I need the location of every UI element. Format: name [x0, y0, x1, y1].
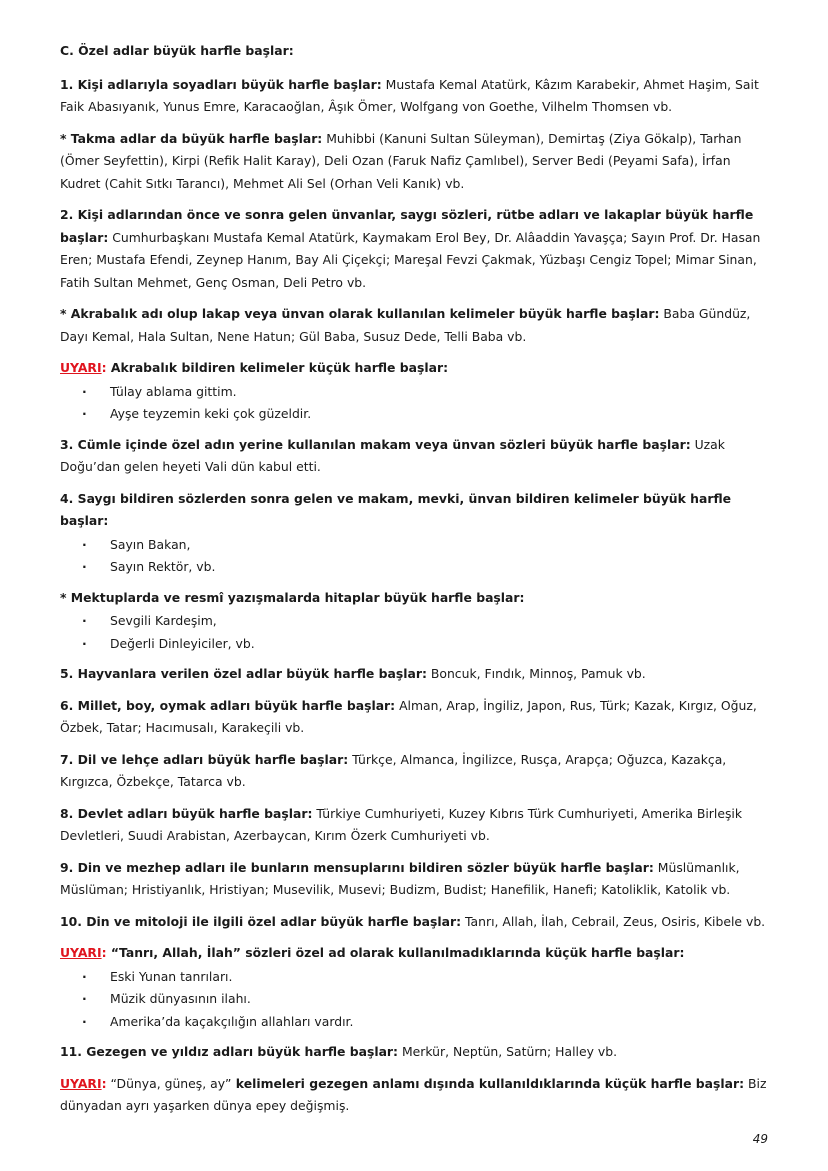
warning-lead: kelimeleri gezegen anlamı dışında kullanıldıklarında küçük harfle başlar:: [231, 1075, 745, 1091]
warning-quote: “Dünya, güneş, ay”: [106, 1075, 232, 1091]
rule-lead: 1. Kişi adlarıyla soyadları büyük harfle başlar:: [60, 76, 382, 92]
rule-1: [60, 74, 768, 119]
rule-lead: 2. Kişi adlarından önce ve sonra gelen ünvanlar, saygı sözleri, rütbe adları ve lakaplar büyük harfle başlar:: [60, 207, 754, 245]
list-item: · Değerli Dinleyiciler, vb.: [60, 633, 768, 656]
warning-example: Biz dünyadan ayrı yaşarken dünya epey değişmiş.: [60, 1075, 767, 1113]
rule-lead: * Akrabalık adı olup lakap veya ünvan olarak kullanılan kelimeler büyük harfle başlar:: [60, 306, 660, 321]
rule-7: [60, 749, 768, 794]
warning-lead: “Tanrı, Allah, İlah” sözleri özel ad olarak kullanılmadıklarında küçük harfle başlar:: [106, 945, 685, 960]
rule-examples: Mustafa Kemal Atatürk, Kâzım Karabekir, Ahmet Haşim, Sait Faik Abasıyanık, Yunus Emre, Karacaoğlan, Âşık Ömer, Wolfgang von Goethe, Vilhelm Thomsen vb.: [60, 76, 759, 114]
rule-lead: 7. Dil ve lehçe adları büyük harfle başlar:: [60, 751, 349, 767]
warning-1-examples: [60, 381, 768, 426]
warning-3: UYARI: “Dünya, güneş, ay” kelimeleri gezegen anlamı dışında kullanıldıklarında küçük harfle başlar: Biz dünyadan ayrı yaşarken dünya epey değişmiş.: [60, 1075, 767, 1113]
warning-lead: Akrabalık bildiren kelimeler küçük harfle başlar:: [106, 360, 449, 375]
rule-2: [60, 204, 768, 294]
warning-1: UYARI: Akrabalık bildiren kelimeler küçük harfle başlar:: [60, 360, 449, 375]
warning-label: UYARI: [60, 360, 102, 375]
page-number: 49: [752, 1132, 768, 1146]
rule-lead: * Mektuplarda ve resmî yazışmalarda hitaplar büyük harfle başlar:: [60, 589, 525, 605]
list-item: · Ayşe teyzemin keki çok güzeldir.: [60, 403, 768, 426]
list-item: · Sayın Rektör, vb.: [60, 556, 768, 579]
rule-lead: 6. Millet, boy, oymak adları büyük harfle başlar:: [60, 697, 396, 713]
rule-lead: 10. Din ve mitoloji ile ilgili özel adlar büyük harfle başlar:: [60, 913, 462, 929]
rule-pen-names: [60, 128, 768, 196]
rule-examples: Merkür, Neptün, Satürn; Halley vb.: [398, 1044, 618, 1059]
rule-examples: Baba Gündüz, Dayı Kemal, Hala Sultan, Nene Hatun; Gül Baba, Susuz Dede, Telli Baba vb.: [60, 306, 751, 344]
warning-label: UYARI: [60, 1075, 102, 1091]
list-item: · Sayın Bakan,: [60, 534, 768, 557]
rule-lead: * Takma adlar da büyük harfle başlar:: [60, 130, 323, 146]
rule-examples: Türkiye Cumhuriyeti, Kuzey Kıbrıs Türk Cumhuriyeti, Amerika Birleşik Devletleri, Suudi Arabistan, Azerbaycan, Kırım Özerk Cumhuriyeti vb.: [60, 805, 743, 843]
rule-lead: 11. Gezegen ve yıldız adları büyük harfle başlar:: [60, 1044, 398, 1059]
rule-letters: [60, 587, 768, 610]
rule-kinship-titles: [60, 303, 768, 348]
rule-examples: Boncuk, Fındık, Minnoş, Pamuk vb.: [426, 666, 646, 681]
rule-lead: 9. Din ve mezhep adları ile bunların mensuplarını bildiren sözler büyük harfle başlar:: [60, 859, 654, 875]
rule-lead: 4. Saygı bildiren sözlerden sonra gelen ve makam, mevki, ünvan bildiren kelimeler büyük harfle başlar:: [60, 490, 732, 528]
warning-2: UYARI: “Tanrı, Allah, İlah” sözleri özel ad olarak kullanılmadıklarında küçük harfle başlar:: [60, 945, 685, 960]
rule-examples: Alman, Arap, İngiliz, Japon, Rus, Türk; Kazak, Kırgız, Oğuz, Özbek, Tatar; Hacımusalı, Karakeçili vb.: [60, 697, 757, 735]
rule-examples: Cumhurbaşkanı Mustafa Kemal Atatürk, Kaymakam Erol Bey, Dr. Alâaddin Yavaşça; Sayın Prof. Dr. Hasan Eren; Mustafa Efendi, Zeynep Hanım, Bay Ali Çiçekçi; Mareşal Fevzi Çakmak, Yüzbaşı Cengiz Topel; Mimar Sinan, Fatih Sultan Mehmet, Genç Osman, Deli Petro vb.: [60, 229, 761, 290]
rule-4-examples: [60, 534, 768, 579]
rule-examples: Müslümanlık, Müslüman; Hristiyanlık, Hristiyan; Musevilik, Musevi; Budizm, Budist; Hanefilik, Hanefi; Katoliklik, Katolik vb.: [60, 859, 740, 897]
list-item: · Eski Yunan tanrıları.: [60, 966, 768, 989]
rule-lead: 8. Devlet adları büyük harfle başlar:: [60, 805, 313, 821]
rule-examples: Tanrı, Allah, İlah, Cebrail, Zeus, Osiris, Kibele vb.: [461, 913, 766, 929]
rule-9: [60, 857, 768, 902]
rule-11: [60, 1041, 768, 1064]
rule-5: [60, 663, 768, 686]
rule-lead: 5. Hayvanlara verilen özel adlar büyük harfle başlar:: [60, 666, 427, 681]
rule-examples: Türkçe, Almanca, İngilizce, Rusça, Arapça; Oğuzca, Kazakça, Kırgızca, Özbekçe, Tatarca vb.: [60, 751, 727, 789]
list-item: · Müzik dünyasının ilahı.: [60, 988, 768, 1011]
rule-4: [60, 488, 768, 533]
rule-3: [60, 434, 768, 479]
rule-examples: Muhibbi (Kanuni Sultan Süleyman), Demirtaş (Ziya Gökalp), Tarhan (Ömer Seyfettin), Kirpi (Refik Halit Karay), Deli Ozan (Faruk Nafiz Çamlıbel), Server Bedi (Peyami Safa), İrfan Kudret (Cahit Sıtkı Tarancı), Mehmet Ali Sel (Orhan Veli Kanık) vb.: [60, 130, 742, 191]
list-item: · Tülay ablama gittim.: [60, 381, 768, 404]
section-heading: C. Özel adlar büyük harfle başlar:: [60, 43, 294, 58]
rule-10: [60, 911, 768, 934]
rule-lead: 3. Cümle içinde özel adın yerine kullanılan makam veya ünvan sözleri büyük harfle başlar:: [60, 436, 691, 452]
warning-2-examples: [60, 966, 768, 1034]
list-item: · Amerika’da kaçakçılığın allahları vardır.: [60, 1011, 768, 1034]
rule-6: [60, 695, 768, 740]
rule-8: [60, 803, 768, 848]
list-item: · Sevgili Kardeşim,: [60, 610, 768, 633]
rule-examples: Uzak Doğu’dan gelen heyeti Vali dün kabul etti.: [60, 436, 725, 474]
warning-label: UYARI: [60, 945, 102, 960]
rule-letters-examples: [60, 610, 768, 655]
